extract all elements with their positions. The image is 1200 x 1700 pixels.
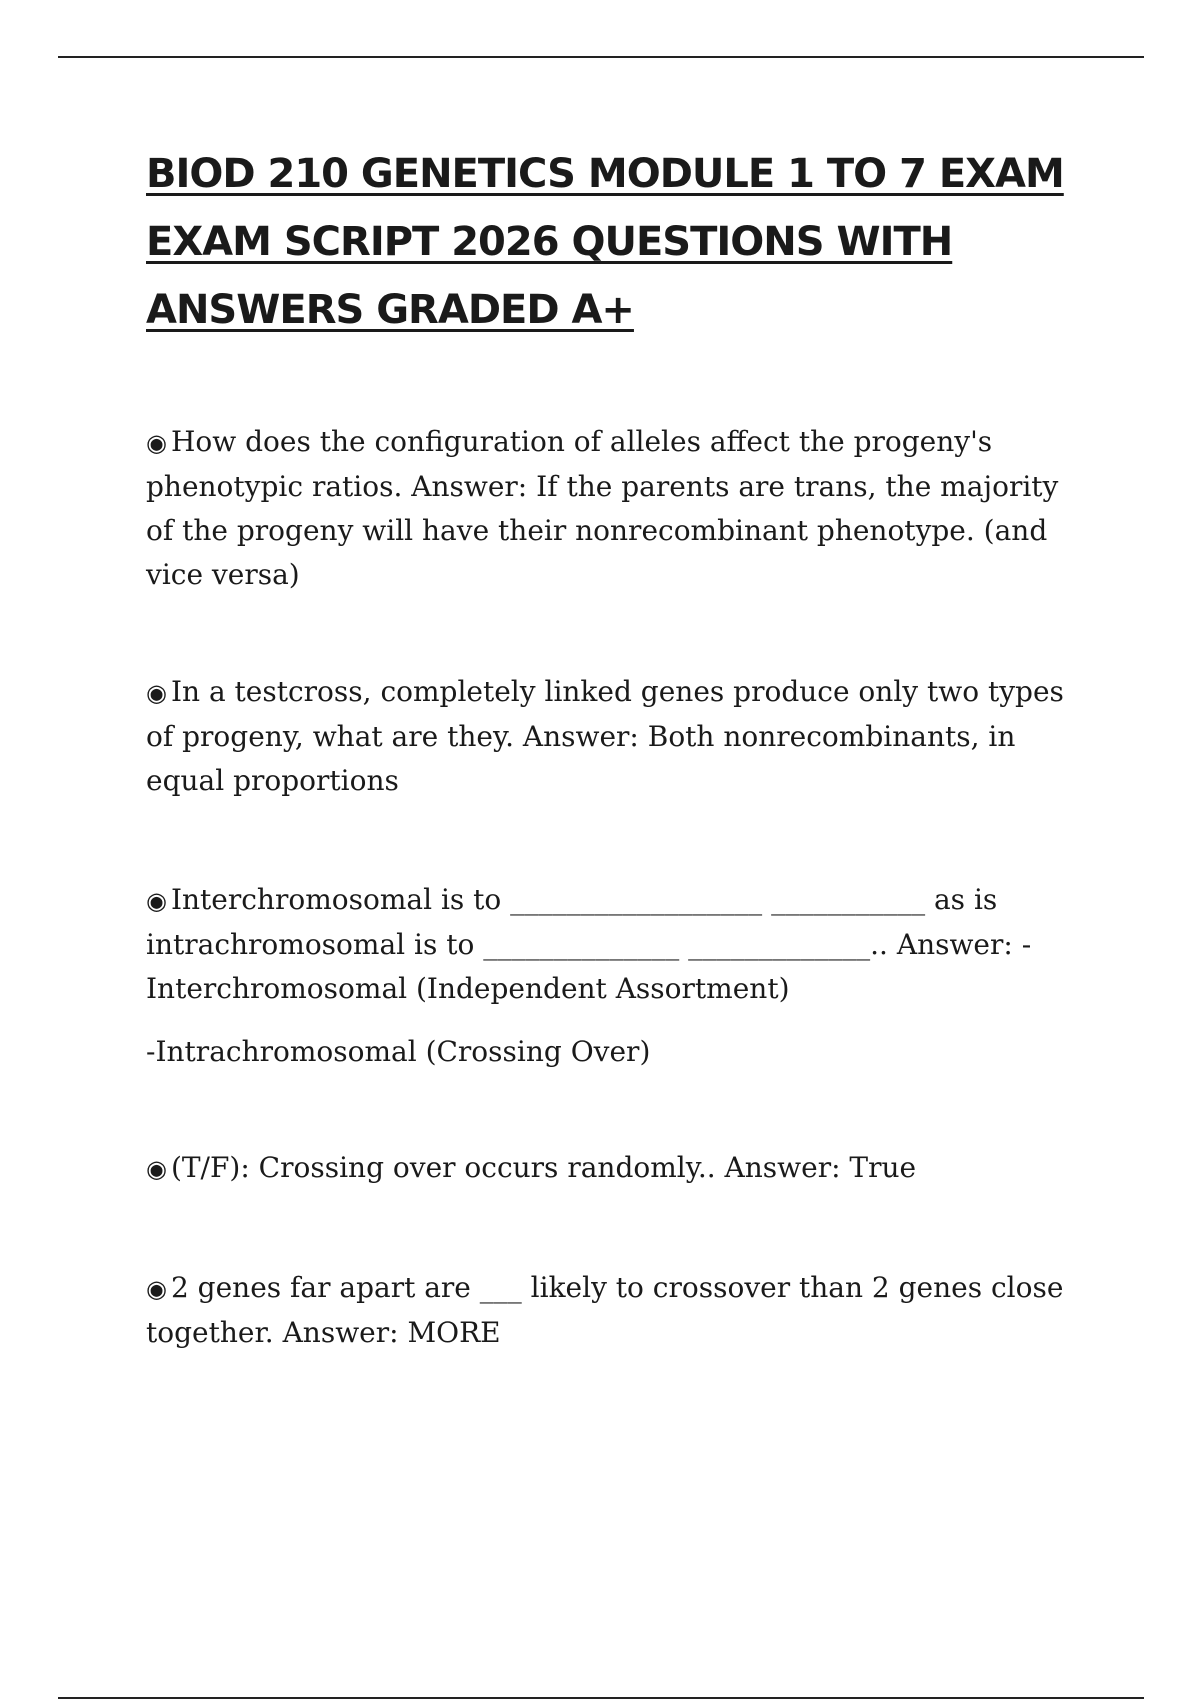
radio-bullet-icon: ◉	[146, 1155, 167, 1183]
radio-bullet-icon: ◉	[146, 887, 167, 915]
qa-text: Interchromosomal is to __________________ ___________ as is intrachromosomal is to ______________ _____________.. Answer: -Interchromosomal (Independent Assortment)	[146, 883, 1032, 1005]
radio-bullet-icon: ◉	[146, 429, 167, 457]
qa-item	[146, 670, 1086, 803]
top-rule	[58, 56, 1144, 58]
qa-text: How does the configuration of alleles affect the progeny's phenotypic ratios. Answer: If the parents are trans, the majority of the progeny will have their nonrecombinant phenotype. (and vice versa)	[146, 425, 1059, 591]
qa-item	[146, 1266, 1086, 1355]
title-line-3: ANSWERS GRADED A+	[146, 287, 634, 333]
qa-text: 2 genes far apart are ___ likely to crossover than 2 genes close together. Answer: MORE	[146, 1271, 1064, 1349]
qa-item	[146, 420, 1086, 597]
title-line-2: EXAM SCRIPT 2026 QUESTIONS WITH	[146, 219, 953, 265]
qa-item	[146, 1146, 916, 1191]
document-title	[146, 140, 1086, 344]
title-line-1: BIOD 210 GENETICS MODULE 1 TO 7 EXAM	[146, 151, 1064, 197]
qa-text: (T/F): Crossing over occurs randomly.. Answer: True	[170, 1151, 917, 1184]
qa-item	[146, 878, 1086, 1011]
document-body	[146, 140, 1086, 1349]
qa-answer-continuation: -Intrachromosomal (Crossing Over)	[146, 1035, 651, 1068]
qa-text: In a testcross, completely linked genes produce only two types of progeny, what are they. Answer: Both nonrecombinants, in equal proportions	[146, 675, 1064, 797]
radio-bullet-icon: ◉	[146, 679, 167, 707]
radio-bullet-icon: ◉	[146, 1275, 167, 1303]
bottom-rule	[58, 1697, 1144, 1699]
